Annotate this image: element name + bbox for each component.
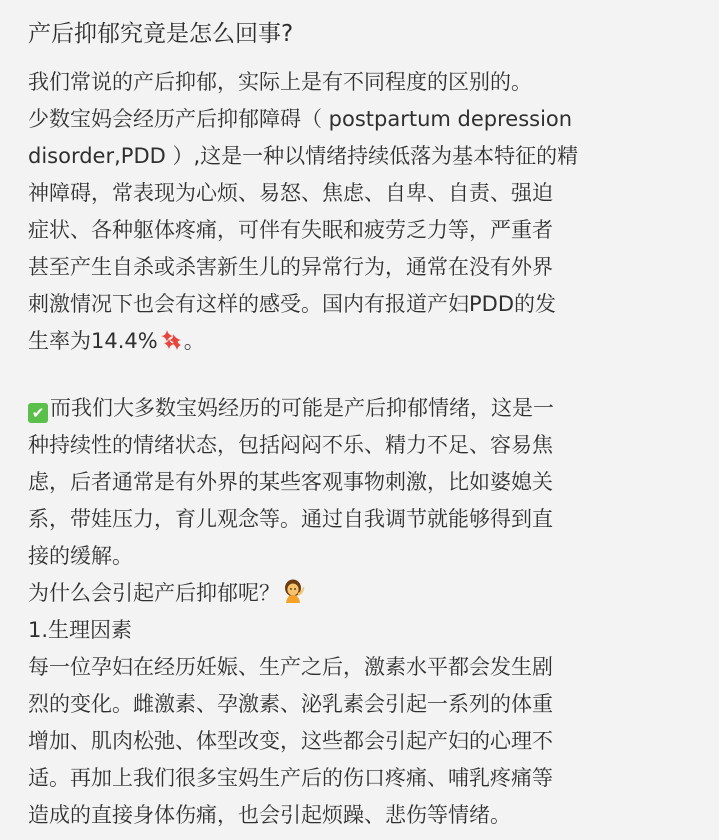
question-line — [28, 575, 704, 612]
article-title: 产后抑郁究竟是怎么回事? — [28, 21, 294, 47]
text-segment: 而我们大多数宝妈经历的可能是产后抑郁情绪，这是一 — [50, 396, 554, 420]
text-line: 虑，后者通常是有外界的某些客观事物刺激，比如婆媳关 — [28, 470, 553, 494]
text-segment: 生率为14.4% — [28, 329, 158, 353]
person-tipping-hand-icon — [282, 579, 306, 605]
text-line: 刺激情况下也会有这样的感受。国内有报道产妇PDD的发 — [28, 292, 557, 316]
text-line-last — [28, 323, 704, 360]
text-line: 种持续性的情绪状态，包括闷闷不乐、精力不足、容易焦 — [28, 433, 553, 457]
text-line: 系，带娃压力，育儿观念等。通过自我调节就能够得到直 — [28, 507, 553, 531]
text-line: 接的缓解。 — [28, 544, 133, 568]
text-line: 每一位孕妇在经历妊娠、生产之后，激素水平都会发生剧 — [28, 655, 553, 679]
section-heading: 1.生理因素 — [28, 618, 133, 642]
text-line: 神障碍，常表现为心烦、易怒、焦虑、自卑、自责、强迫 — [28, 181, 553, 205]
text-line: 少数宝妈会经历产后抑郁障碍（ postpartum depression — [28, 107, 573, 131]
text-line: 烈的变化。雌激素、孕激素、泌乳素会引起一系列的体重 — [28, 692, 553, 716]
paragraph-mood — [28, 390, 704, 834]
text-segment: 。 — [183, 329, 205, 353]
paragraph-pdd — [28, 64, 704, 360]
text-line: 增加、肌肉松弛、体型改变，这些都会引起产妇的心理不 — [28, 729, 553, 753]
text-line: 甚至产生自杀或杀害新生儿的异常行为，通常在没有外界 — [28, 255, 553, 279]
anger-symbol-icon — [160, 326, 182, 348]
text-line: 症状、各种躯体疼痛，可伴有失眠和疲劳乏力等，严重者 — [28, 218, 553, 242]
text-line: 适。再加上我们很多宝妈生产后的伤口疼痛、哺乳疼痛等 — [28, 766, 553, 790]
check-mark-icon: ✔ — [28, 403, 48, 423]
text-line: 我们常说的产后抑郁，实际上是有不同程度的区别的。 — [28, 70, 532, 94]
text-line: 造成的直接身体伤痛，也会引起烦躁、悲伤等情绪。 — [28, 803, 511, 827]
text-line-first — [28, 390, 704, 427]
text-line: disorder,PDD ）,这是一种以情绪持续低落为基本特征的精 — [28, 144, 579, 168]
question-text: 为什么会引起产后抑郁呢？ — [28, 581, 280, 605]
